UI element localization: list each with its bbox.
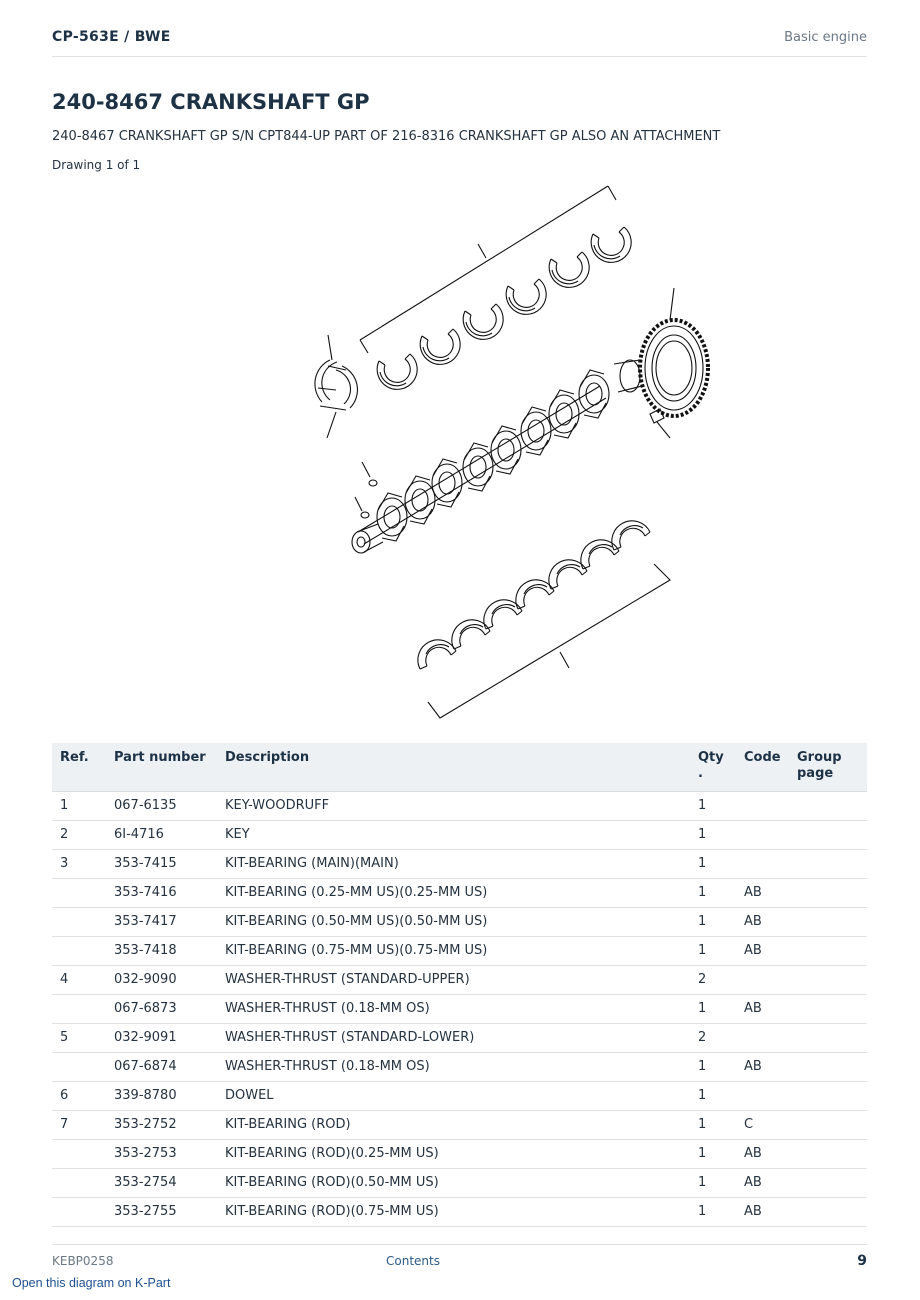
cell-ref [52,995,106,1024]
cell-qty: 2 [690,1024,736,1053]
cell-group-page [789,1198,867,1227]
page-footer [52,1244,867,1269]
page-title: 240-8467 CRANKSHAFT GP [52,90,370,114]
cell-group-page [789,1024,867,1053]
cell-group-page [789,1082,867,1111]
rod-bearing-shell [516,580,554,609]
key-icon [355,497,369,518]
cell-ref: 3 [52,850,106,879]
cell-qty: 1 [690,1111,736,1140]
cell-code [736,1082,789,1111]
cell-group-page [789,821,867,850]
cell-ref [52,937,106,966]
main-bearing-shell [420,329,460,364]
cell-part-number: 339-8780 [106,1082,217,1111]
cell-part-number: 353-7417 [106,908,217,937]
drawing-count: Drawing 1 of 1 [52,158,141,172]
timing-gear-icon [640,320,708,416]
cell-part-number: 353-2753 [106,1140,217,1169]
cell-group-page [789,966,867,995]
cell-code [736,792,789,821]
cell-qty: 1 [690,792,736,821]
col-code: Code [736,743,789,792]
page-header [52,28,867,57]
cell-code: AB [736,1140,789,1169]
cell-description: KIT-BEARING (0.50-MM US)(0.50-MM US) [217,908,690,937]
cell-part-number: 067-6135 [106,792,217,821]
table-row[interactable] [52,792,867,821]
cell-description: KEY-WOODRUFF [217,792,690,821]
cell-code: AB [736,937,789,966]
cell-ref: 6 [52,1082,106,1111]
table-row[interactable] [52,1082,867,1111]
table-row[interactable] [52,1198,867,1227]
col-qty: Qty . [690,743,736,792]
cell-code: AB [736,1053,789,1082]
cell-part-number: 6I-4716 [106,821,217,850]
cell-description: WASHER-THRUST (0.18-MM OS) [217,995,690,1024]
thrust-washer-icon [320,366,357,410]
cell-ref: 1 [52,792,106,821]
cell-part-number: 032-9091 [106,1024,217,1053]
cell-description: KIT-BEARING (ROD)(0.50-MM US) [217,1169,690,1198]
cell-ref [52,1053,106,1082]
model-label: CP-563E / BWE [52,29,171,45]
cell-description: KEY [217,821,690,850]
cell-description: WASHER-THRUST (STANDARD-UPPER) [217,966,690,995]
cell-part-number: 353-7418 [106,937,217,966]
cell-qty: 1 [690,937,736,966]
cell-code [736,821,789,850]
main-bearing-shell [549,252,589,287]
cell-code: AB [736,995,789,1024]
cell-code: AB [736,879,789,908]
table-row[interactable] [52,937,867,966]
cell-code: AB [736,908,789,937]
leader-line [560,652,569,668]
table-row[interactable] [52,1111,867,1140]
cell-description: KIT-BEARING (0.75-MM US)(0.75-MM US) [217,937,690,966]
table-row[interactable] [52,1169,867,1198]
table-row[interactable] [52,1024,867,1053]
cell-part-number: 353-2754 [106,1169,217,1198]
cell-code [736,850,789,879]
cell-qty: 1 [690,1082,736,1111]
cell-ref: 2 [52,821,106,850]
cell-group-page [789,995,867,1024]
cell-qty: 1 [690,908,736,937]
cell-part-number: 353-7415 [106,850,217,879]
cell-code: AB [736,1198,789,1227]
contents-link[interactable]: Contents [386,1254,440,1268]
cell-part-number: 353-2752 [106,1111,217,1140]
cell-qty: 1 [690,1053,736,1082]
cell-group-page [789,792,867,821]
cell-part-number: 067-6874 [106,1053,217,1082]
table-row[interactable] [52,1140,867,1169]
cell-code: AB [736,1169,789,1198]
cell-ref: 7 [52,1111,106,1140]
cell-part-number: 353-2755 [106,1198,217,1227]
cell-group-page [789,937,867,966]
table-row[interactable] [52,879,867,908]
cell-description: KIT-BEARING (0.25-MM US)(0.25-MM US) [217,879,690,908]
table-row[interactable] [52,850,867,879]
cell-description: KIT-BEARING (ROD)(0.75-MM US) [217,1198,690,1227]
cell-ref [52,1198,106,1227]
cell-code [736,966,789,995]
cell-qty: 1 [690,1198,736,1227]
cell-part-number: 067-6873 [106,995,217,1024]
cell-group-page [789,1053,867,1082]
section-label: Basic engine [784,30,867,45]
cell-ref [52,1169,106,1198]
catalog-page [52,0,867,1300]
table-row[interactable] [52,995,867,1024]
cell-group-page [789,1169,867,1198]
thrust-washer-icon [315,360,346,402]
cell-code: C [736,1111,789,1140]
leader-line [328,335,332,360]
rod-bearing-shell [612,521,650,550]
cell-qty: 1 [690,1140,736,1169]
cell-qty: 1 [690,879,736,908]
leader-line [327,412,336,438]
cell-part-number: 353-7416 [106,879,217,908]
cell-ref [52,908,106,937]
cell-qty: 2 [690,966,736,995]
woodruff-key-icon [362,462,377,486]
cell-group-page [789,1140,867,1169]
main-bearing-shell [506,279,546,314]
cell-description: KIT-BEARING (ROD) [217,1111,690,1140]
table-row[interactable] [52,1053,867,1082]
col-group-page: Group page [789,743,867,792]
cell-group-page [789,1111,867,1140]
cell-qty: 1 [690,850,736,879]
main-bearing-shell [463,304,503,339]
table-row[interactable] [52,966,867,995]
cell-description: WASHER-THRUST (0.18-MM OS) [217,1053,690,1082]
main-bearing-shell [377,354,417,389]
col-description: Description [217,743,690,792]
cell-group-page [789,850,867,879]
cell-ref: 4 [52,966,106,995]
leader-line [478,244,486,258]
cell-description: DOWEL [217,1082,690,1111]
cell-part-number: 032-9090 [106,966,217,995]
document-id: KEBP0258 [52,1254,114,1268]
cell-description: WASHER-THRUST (STANDARD-LOWER) [217,1024,690,1053]
table-row[interactable] [52,821,867,850]
cell-code [736,1024,789,1053]
main-bearing-shell [591,227,631,262]
cell-description: KIT-BEARING (MAIN)(MAIN) [217,850,690,879]
cell-ref [52,1140,106,1169]
crankshaft-exploded-diagram[interactable] [242,180,722,725]
table-row[interactable] [52,908,867,937]
parts-table-header [52,743,867,792]
page-number: 9 [857,1253,867,1269]
cell-ref: 5 [52,1024,106,1053]
cell-ref [52,879,106,908]
cell-group-page [789,879,867,908]
lower-bearing-bracket [428,564,670,718]
cell-group-page [789,908,867,937]
open-in-kpart-link[interactable]: Open this diagram on K-Part [12,1276,171,1290]
col-part-number: Part number [106,743,217,792]
parts-table [52,743,867,1227]
cell-description: KIT-BEARING (ROD)(0.25-MM US) [217,1140,690,1169]
cell-qty: 1 [690,821,736,850]
upper-bearing-bracket [360,186,616,353]
rod-bearing-shell [418,640,456,669]
cell-qty: 1 [690,1169,736,1198]
cell-qty: 1 [690,995,736,1024]
leader-line [670,288,674,320]
rod-bearing-shell [581,540,619,569]
col-ref: Ref. [52,743,106,792]
page-subtitle: 240-8467 CRANKSHAFT GP S/N CPT844-UP PART OF 216-8316 CRANKSHAFT GP ALSO AN ATTACHMENT [52,129,721,144]
